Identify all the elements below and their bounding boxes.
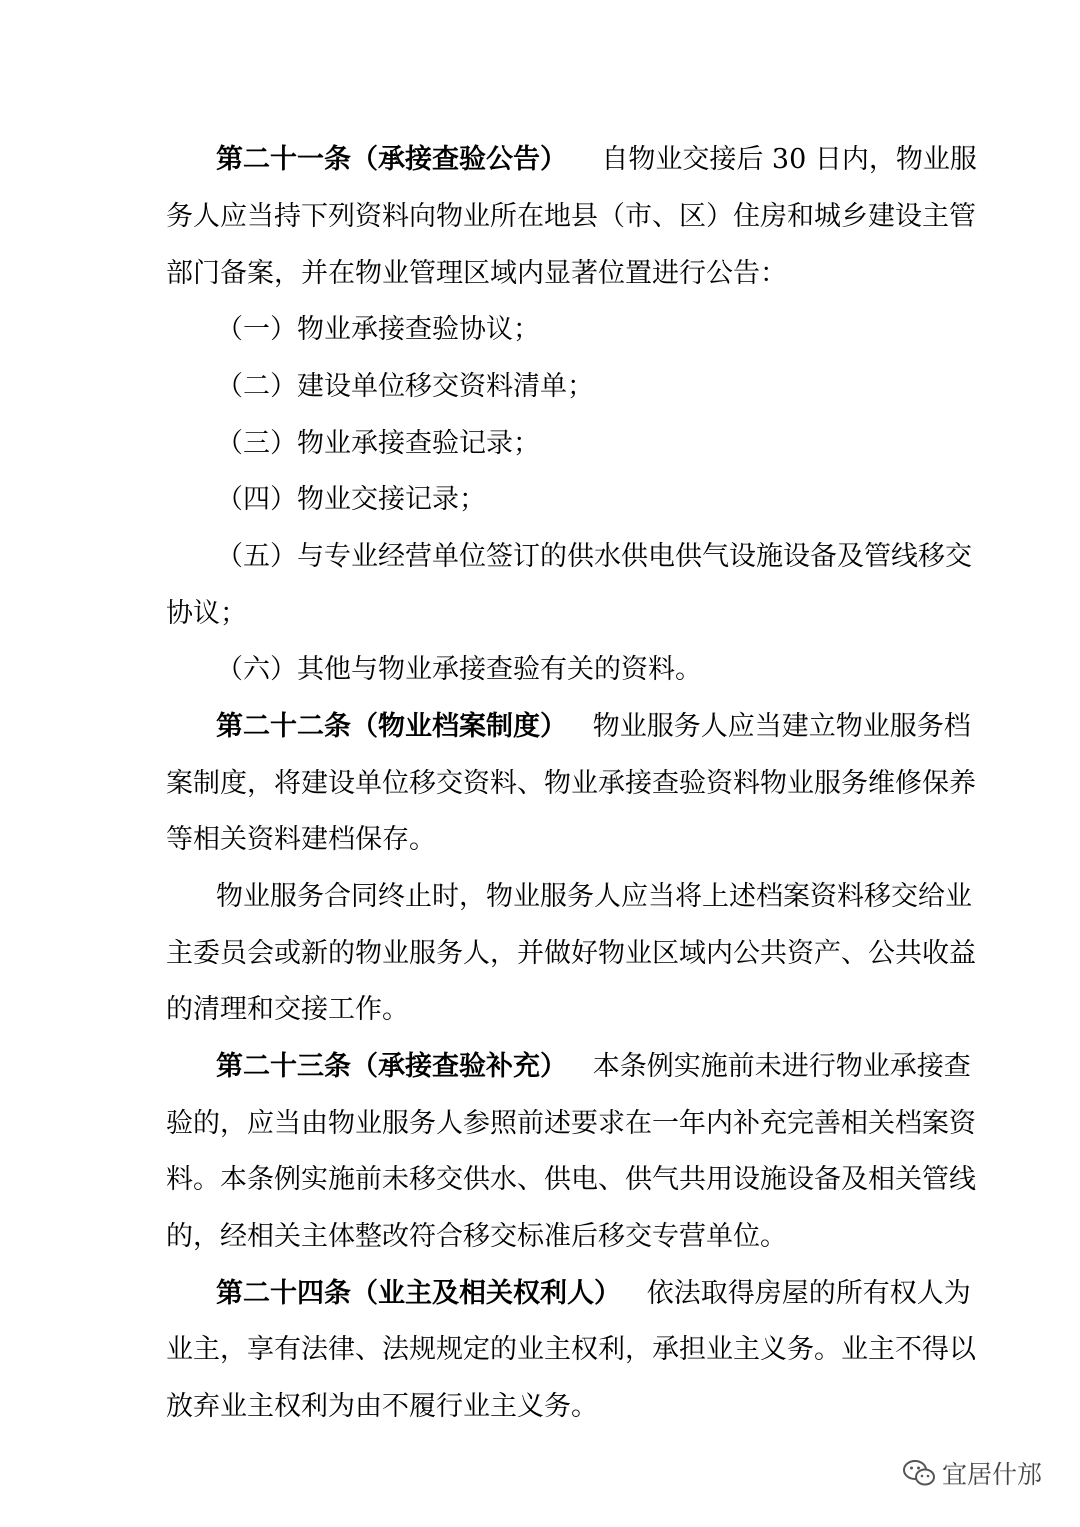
article-24-heading: 第二十四条（业主及相关权利人） [216,1278,621,1309]
article-21-item-5: （五）与专业经营单位签订的供水供电供气设施设备及管线移交 [216,541,972,572]
article-21-item-2: （二）建设单位移交资料清单； [216,371,594,402]
article-24-line-3: 放弃业主权利为由不履行业主义务。 [166,1391,598,1422]
article-23-heading: 第二十三条（承接查验补充） [216,1051,567,1082]
article-22-heading: 第二十二条（物业档案制度） [216,711,567,742]
article-22-line-3: 等相关资料建档保存。 [166,824,436,855]
watermark [902,1453,1042,1493]
article-21-item-1: （一）物业承接查验协议； [216,314,540,345]
watermark-text: 宜居什邡 [942,1460,1043,1489]
article-21-item-4: （四）物业交接记录； [216,484,486,515]
article-23-line-2: 验的，应当由物业服务人参照前述要求在一年内补充完善相关档案资 [166,1108,976,1139]
article-22-p2-line-1: 物业服务合同终止时，物业服务人应当将上述档案资料移交给业 [216,881,972,912]
article-23-line-4: 的，经相关主体整改符合移交标准后移交专营单位。 [166,1221,787,1252]
article-24-line-2: 业主，享有法律、法规规定的业主权利，承担业主义务。业主不得以 [166,1334,976,1365]
article-22-p2-line-2: 主委员会或新的物业服务人，并做好物业区域内公共资产、公共收益 [166,938,976,969]
article-21-heading: 第二十一条（承接查验公告） [216,144,567,175]
article-22-line-2: 案制度，将建设单位移交资料、物业承接查验资料物业服务维修保养 [166,768,976,799]
article-22-p2-line-3: 的清理和交接工作。 [166,994,409,1025]
article-21-line-3: 部门备案，并在物业管理区域内显著位置进行公告： [166,258,787,289]
article-21-line-2: 务人应当持下列资料向物业所在地县（市、区）住房和城乡建设主管 [166,201,976,232]
article-21-item-6: （六）其他与物业承接查验有关的资料。 [216,654,702,685]
article-23-text: 本条例实施前未进行物业承接查 [592,1051,971,1082]
article-21-item-3: （三）物业承接查验记录； [216,428,540,459]
article-24-line-1 [216,1274,971,1314]
article-21-item-5-cont: 协议； [166,598,247,629]
article-23-line-1 [216,1047,971,1087]
article-22-line-1 [216,707,971,747]
wechat-icon [902,1458,936,1488]
article-21-text: 自物业交接后 30 日内，物业服 [601,144,977,175]
article-23-line-3: 料。本条例实施前未移交供水、供电、供气共用设施设备及相关管线 [166,1164,976,1195]
article-22-text: 物业服务人应当建立物业服务档 [592,711,971,742]
article-24-text: 依法取得房屋的所有权人为 [646,1278,971,1309]
article-21-line-1 [216,140,977,180]
